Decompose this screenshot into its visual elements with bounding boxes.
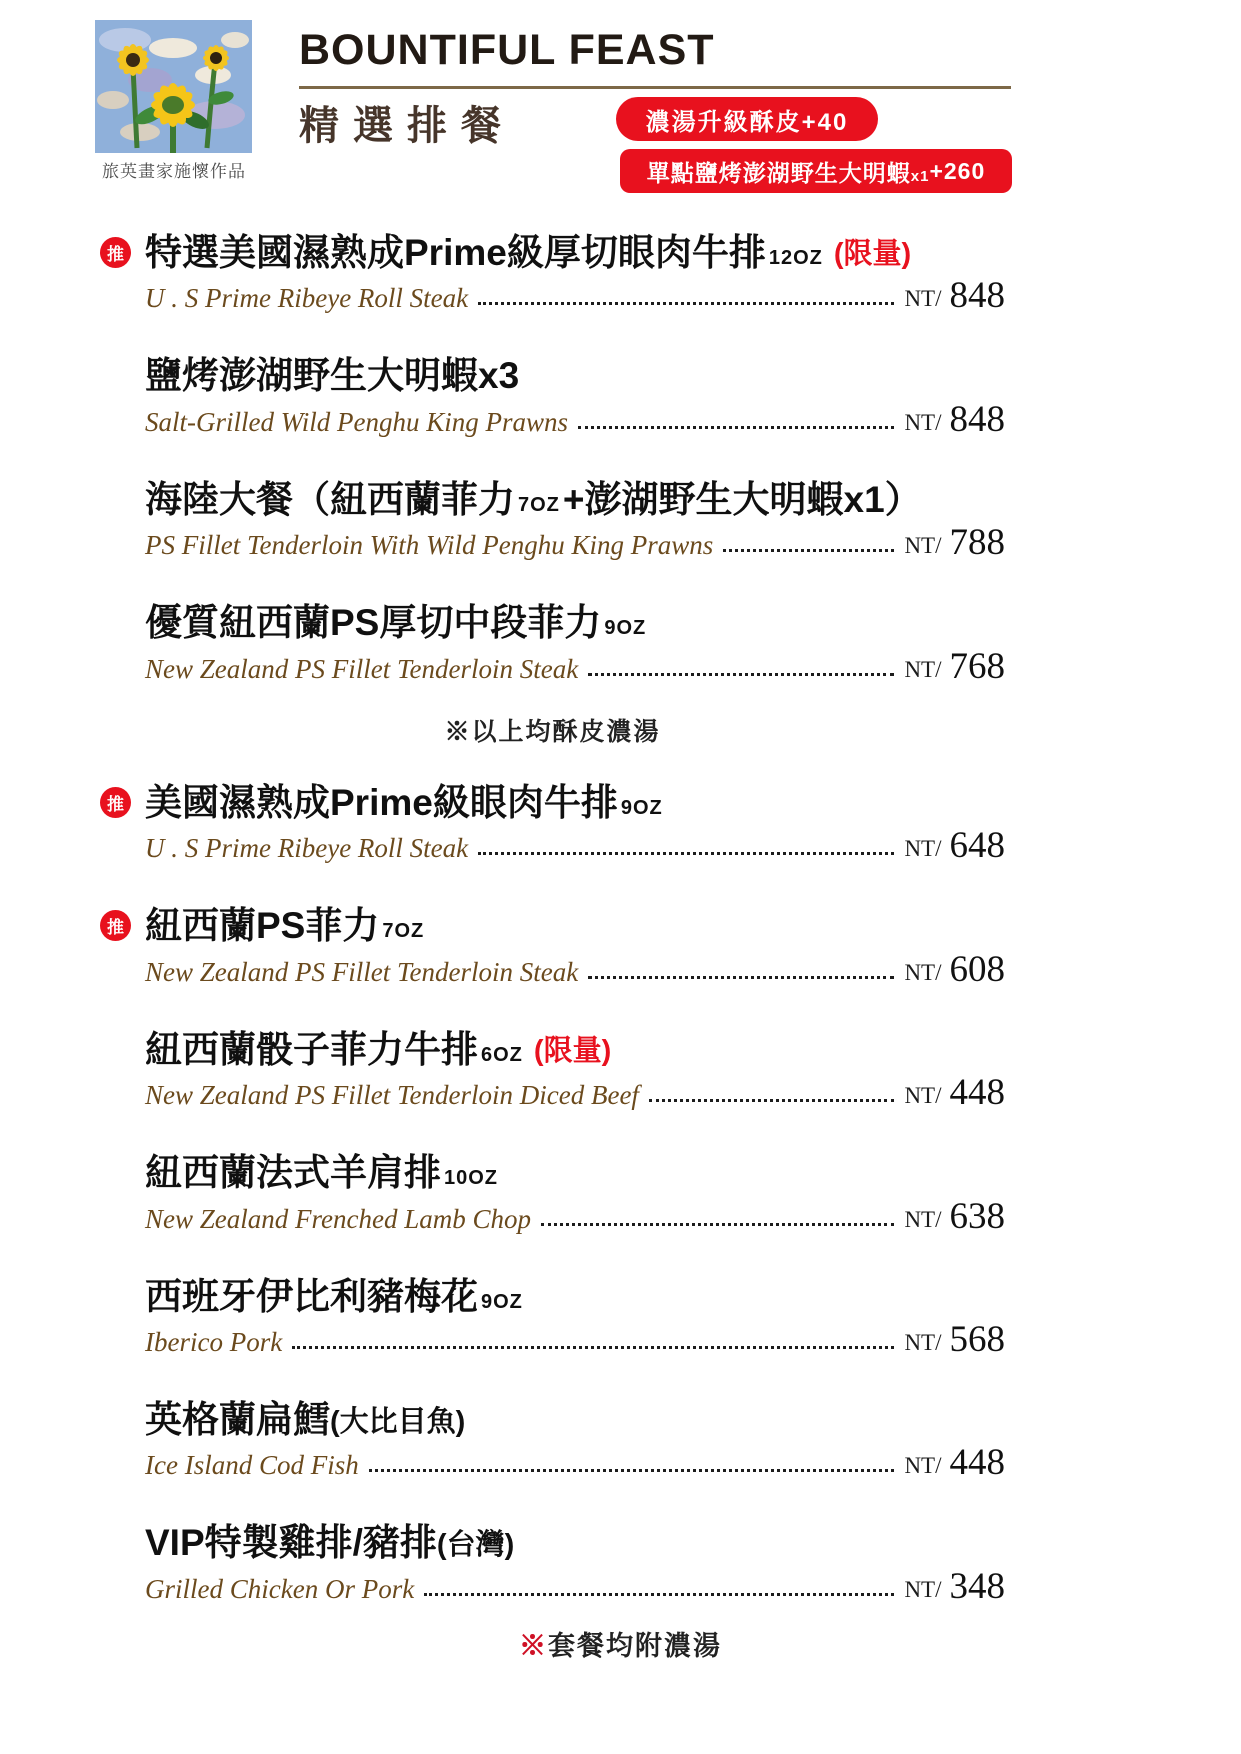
item-title-text: 紐西蘭PS菲力	[145, 905, 380, 947]
item-size-label: 7OZ	[382, 920, 425, 943]
item-price: 848	[949, 398, 1005, 440]
prawn-addon-main: 單點鹽烤澎湖野生大明蝦	[646, 159, 911, 186]
menu-item	[100, 1398, 1005, 1484]
menu-item	[100, 478, 1005, 564]
item-price-row	[145, 1318, 1005, 1360]
item-title	[145, 1399, 1005, 1440]
item-price: 568	[949, 1318, 1005, 1360]
item-title	[145, 1029, 1005, 1070]
menu-item	[100, 905, 1005, 990]
item-english-name: New Zealand PS Fillet Tenderloin Steak	[145, 956, 579, 987]
item-english-name: Ice Island Cod Fish	[145, 1450, 359, 1481]
prawn-addon-badge	[620, 149, 1012, 193]
item-price: 448	[949, 1442, 1005, 1484]
item-size-label: 10OZ	[444, 1167, 499, 1190]
item-price: 848	[949, 275, 1005, 317]
item-title-text: 西班牙伊比利豬梅花	[145, 1275, 478, 1317]
item-title	[145, 905, 1005, 946]
item-price-row	[145, 645, 1005, 687]
item-title	[145, 355, 1005, 396]
currency-label: NT/	[904, 1576, 942, 1602]
item-size-label: 9OZ	[620, 796, 663, 819]
item-title-paren: (台灣)	[436, 1529, 515, 1562]
item-title	[145, 1276, 1005, 1317]
item-english-name: Salt-Grilled Wild Penghu King Prawns	[145, 406, 568, 437]
item-size-label: 9OZ	[481, 1290, 523, 1313]
item-title-text: 海陸大餐（紐西蘭菲力	[145, 478, 515, 520]
item-price: 768	[949, 645, 1005, 687]
item-price: 788	[949, 522, 1005, 564]
dotted-leader	[723, 549, 894, 552]
page-title-english: BOUNTIFUL FEAST	[299, 26, 715, 74]
item-english-name: PS Fillet Tenderloin With Wild Penghu King Prawns	[145, 530, 714, 561]
dotted-leader	[478, 302, 894, 305]
dotted-leader	[424, 1593, 894, 1596]
item-title-text: 美國濕熟成Prime級眼肉牛排	[145, 781, 618, 823]
currency-label: NT/	[904, 656, 942, 682]
item-english-name: New Zealand PS Fillet Tenderloin Diced Beef	[145, 1080, 639, 1111]
menu-item	[100, 232, 1005, 317]
dotted-leader	[478, 852, 894, 855]
item-title-text: 紐西蘭法式羊肩排	[145, 1152, 441, 1194]
item-size-label: 7OZ	[518, 493, 560, 516]
item-title-text: 英格蘭扁鱈	[145, 1398, 330, 1440]
menu-item	[100, 602, 1005, 687]
limited-qty-label: (限量)	[833, 237, 912, 270]
item-title-text: VIP特製雞排/豬排	[145, 1522, 437, 1564]
item-english-name: Iberico Pork	[145, 1326, 283, 1357]
item-title-text: 紐西蘭骰子菲力牛排	[145, 1028, 478, 1070]
item-english-name: Grilled Chicken Or Pork	[145, 1573, 415, 1604]
dotted-leader	[541, 1223, 894, 1226]
item-size-label: 6OZ	[481, 1043, 523, 1066]
footer-note-symbol: ※	[519, 1631, 548, 1661]
menu-item	[100, 781, 1005, 867]
currency-label: NT/	[904, 1329, 942, 1355]
recommend-badge: 推	[100, 787, 131, 818]
item-price-row	[145, 1195, 1005, 1237]
item-english-name: New Zealand PS Fillet Tenderloin Steak	[145, 653, 579, 684]
item-title	[145, 602, 1005, 643]
item-title-text: 特選美國濕熟成Prime級厚切眼肉牛排	[145, 232, 766, 273]
dotted-leader	[588, 673, 894, 676]
menu-item	[100, 1152, 1005, 1237]
item-price: 608	[949, 948, 1005, 990]
dotted-leader	[649, 1099, 895, 1102]
item-title	[145, 479, 1005, 520]
footer-note-text: 套餐均附濃湯	[548, 1631, 722, 1661]
menu-item	[100, 1276, 1005, 1358]
menu-item	[100, 355, 1005, 440]
limited-qty-label: (限量)	[533, 1034, 612, 1067]
item-size-label: 12OZ	[768, 247, 823, 270]
item-price-row	[145, 948, 1005, 990]
soup-upgrade-badge: 濃湯升級酥皮+40	[616, 97, 878, 141]
item-title-text: +澎湖野生大明蝦x1）	[562, 478, 922, 520]
item-price-row	[145, 275, 1005, 317]
item-english-name: U . S Prime Ribeye Roll Steak	[145, 283, 469, 314]
item-price-row	[145, 1442, 1005, 1484]
item-price: 348	[949, 1565, 1005, 1607]
item-title	[145, 1522, 1005, 1563]
prawn-addon-qty: x1	[910, 168, 930, 185]
mid-note: ※以上均酥皮濃湯	[444, 717, 661, 746]
menu-item	[100, 1522, 1005, 1607]
recommend-badge: 推	[100, 910, 131, 941]
dotted-leader	[578, 426, 894, 429]
item-price-row	[145, 1565, 1005, 1607]
sunflower-painting	[95, 20, 252, 153]
dotted-leader	[292, 1346, 894, 1349]
title-divider	[299, 86, 1011, 89]
menu-item	[100, 1028, 1005, 1114]
painting-caption: 旅英畫家施懷作品	[102, 162, 246, 181]
currency-label: NT/	[904, 409, 942, 435]
item-price-row	[145, 398, 1005, 440]
currency-label: NT/	[904, 533, 942, 559]
item-price-row	[145, 522, 1005, 564]
item-title-paren: (大比目魚)	[330, 1405, 466, 1438]
item-price: 448	[949, 1072, 1005, 1114]
item-title-text: 優質紐西蘭PS厚切中段菲力	[145, 602, 602, 644]
currency-label: NT/	[904, 959, 942, 985]
menu-list	[100, 232, 1005, 1646]
footer-note	[0, 1624, 1241, 1663]
currency-label: NT/	[904, 286, 942, 312]
dotted-leader	[588, 976, 894, 979]
item-price: 638	[949, 1195, 1005, 1237]
item-title	[145, 782, 1005, 823]
currency-label: NT/	[904, 1453, 942, 1479]
item-price-row	[145, 825, 1005, 867]
item-price: 648	[949, 825, 1005, 867]
recommend-badge: 推	[100, 237, 131, 268]
item-size-label: 9OZ	[604, 617, 647, 640]
item-title	[145, 232, 1005, 273]
currency-label: NT/	[904, 1083, 942, 1109]
prawn-addon-price: +260	[929, 157, 986, 184]
page-title-chinese: 精選排餐	[299, 104, 515, 148]
item-english-name: U . S Prime Ribeye Roll Steak	[145, 833, 469, 864]
item-title-text: 鹽烤澎湖野生大明蝦x3	[145, 355, 520, 397]
item-title	[145, 1152, 1005, 1193]
item-english-name: New Zealand Frenched Lamb Chop	[145, 1203, 531, 1234]
dotted-leader	[369, 1469, 895, 1472]
currency-label: NT/	[904, 836, 942, 862]
currency-label: NT/	[904, 1206, 942, 1232]
item-price-row	[145, 1072, 1005, 1114]
